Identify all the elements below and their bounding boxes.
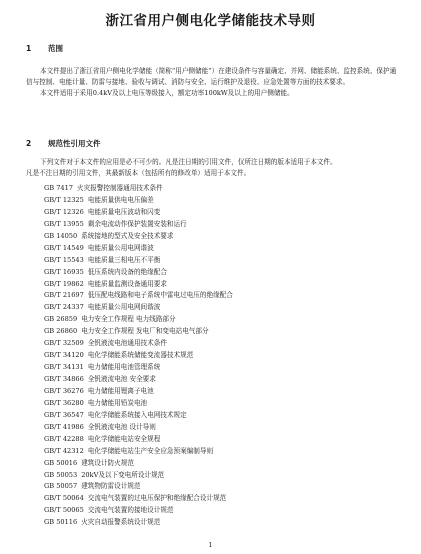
reference-title: 建筑物防雷设计规范 <box>81 482 141 491</box>
reference-title: 系统接地的型式及安全技术要求 <box>81 231 174 240</box>
reference-code: GB/T 12325 <box>44 195 84 204</box>
reference-item <box>44 505 404 517</box>
reference-code: GB/T 19862 <box>44 279 84 288</box>
reference-code: GB/T 24337 <box>44 303 84 312</box>
reference-item <box>44 231 404 243</box>
reference-item <box>44 243 404 255</box>
reference-code: GB/T 42288 <box>44 434 84 443</box>
reference-item <box>44 219 404 231</box>
section-1-heading <box>26 43 63 54</box>
reference-code: GB 26860 <box>44 327 78 336</box>
reference-title: 全钒液流电池 设计导则 <box>87 422 156 431</box>
reference-item <box>44 434 404 446</box>
reference-code: GB 14050 <box>44 231 78 240</box>
reference-title: 电能质量公用电网间谐波 <box>87 303 161 312</box>
reference-title: 低压配电线路和电子系统中雷电过电压的绝缘配合 <box>87 291 233 300</box>
scope-applicability-paragraph: 本文件适用于采用0.4kV及以上电压等级接入，额定功率100kW及以上的用户侧储能。 <box>40 89 294 98</box>
reference-code: GB/T 13955 <box>44 219 84 228</box>
reference-code: GB/T 50065 <box>44 506 84 515</box>
reference-item <box>44 207 404 219</box>
reference-title: 电能质量监测设备通用要求 <box>87 279 167 288</box>
normative-references-list <box>44 183 404 529</box>
reference-title: 全钒液流电池通用技术条件 <box>87 339 167 348</box>
reference-title: 电能质量供电电压偏差 <box>87 195 154 204</box>
references-intro-continuation: 凡是不注日期的引用文件，其最新版本（包括所有的修改单）适用于本文件。 <box>26 169 251 178</box>
reference-title: 电力储能用电池管理系统 <box>87 363 161 372</box>
reference-code: GB 50116 <box>44 518 78 527</box>
reference-title: 交流电气装置的过电压保护和绝缘配合设计规范 <box>87 494 227 503</box>
reference-item <box>44 481 404 493</box>
reference-title: 交流电气装置的接地设计规范 <box>87 506 174 515</box>
reference-code: GB/T 50064 <box>44 494 84 503</box>
reference-code: GB 50057 <box>44 482 78 491</box>
reference-item <box>44 195 404 207</box>
reference-item <box>44 398 404 410</box>
reference-title: 电能质量三相电压不平衡 <box>87 255 161 264</box>
section-2-number: 2 <box>26 139 32 148</box>
reference-item <box>44 302 404 314</box>
reference-title: 剩余电流动作保护装置安装和运行 <box>87 219 187 228</box>
reference-title: 电力安全工作规程 电力线路部分 <box>81 315 176 324</box>
reference-title: 20kV及以下变电所设计规范 <box>81 470 165 479</box>
reference-code: GB/T 14549 <box>44 243 84 252</box>
reference-title: 低压系统内设备的绝缘配合 <box>87 267 167 276</box>
reference-item <box>44 458 404 470</box>
reference-item <box>44 410 404 422</box>
reference-item <box>44 362 404 374</box>
reference-item <box>44 374 404 386</box>
reference-code: GB/T 21697 <box>44 291 84 300</box>
reference-code: GB/T 42312 <box>44 446 84 455</box>
reference-code: GB/T 34866 <box>44 375 84 383</box>
reference-title: 全钒液流电池 安全要求 <box>87 375 156 383</box>
reference-code: GB/T 32509 <box>44 339 84 348</box>
reference-title: 火灾自动报警系统设计规范 <box>81 518 161 527</box>
reference-title: 建筑设计防火规范 <box>81 458 134 467</box>
reference-item <box>44 350 404 362</box>
reference-title: 电力安全工作规程 发电厂和变电站电气部分 <box>81 327 209 336</box>
section-1-title: 范围 <box>48 44 63 53</box>
reference-code: GB/T 34120 <box>44 351 84 360</box>
reference-item <box>44 493 404 505</box>
reference-code: GB/T 36280 <box>44 398 84 407</box>
reference-item <box>44 183 404 195</box>
reference-code: GB/T 36276 <box>44 386 84 395</box>
reference-item <box>44 446 404 458</box>
reference-item <box>44 290 404 302</box>
page-number: 1 <box>208 541 213 549</box>
reference-title: 电能质量电压波动和闪变 <box>87 207 161 216</box>
document-title: 浙江省用户侧电化学储能技术导则 <box>105 13 316 29</box>
reference-title: 电化学储能电站安全规程 <box>87 434 161 443</box>
reference-code: GB/T 15543 <box>44 255 84 264</box>
reference-code: GB/T 36547 <box>44 410 84 419</box>
reference-title: 火灾报警控制器通用技术条件 <box>77 184 163 192</box>
reference-title: 电化学储能系统接入电网技术规定 <box>87 410 187 419</box>
reference-code: GB/T 41986 <box>44 422 84 431</box>
section-1-number: 1 <box>26 44 32 53</box>
reference-code: GB 50016 <box>44 458 78 467</box>
section-1-body <box>26 66 398 100</box>
reference-code: GB 7417 <box>44 184 73 192</box>
section-2-intro <box>26 157 398 179</box>
reference-item <box>44 470 404 482</box>
reference-title: 电化学储能系统储能变流器技术规范 <box>87 351 194 360</box>
reference-title: 电化学储能电站生产安全应急预案编制导则 <box>87 446 214 455</box>
reference-code: GB/T 12326 <box>44 207 84 216</box>
reference-item <box>44 326 404 338</box>
reference-item <box>44 517 404 529</box>
reference-title: 电力储能用锂离子电池 <box>87 386 154 395</box>
section-2-title: 规范性引用文件 <box>48 139 101 148</box>
reference-item <box>44 386 404 398</box>
reference-item <box>44 255 404 267</box>
reference-item <box>44 314 404 326</box>
reference-code: GB/T 34131 <box>44 363 84 372</box>
reference-title: 电能质量公用电网谐波 <box>87 243 154 252</box>
references-intro-line: 下列文件对于本文件的应用是必不可少的。凡是注日期的引用文件，仅所注日期的版本适用于本文件。 <box>40 158 337 166</box>
reference-item <box>44 279 404 291</box>
scope-paragraph: 本文件提出了浙江省用户侧电化学储能（简称“用户侧储能”）在建设条件与容量确定、并网、储能系统、监控系统、保护通信与控制、电能计量、防雷与接地、验收与调试、消防与安全、运行维护及退役、应急处置等方面的技术要求。 <box>26 67 397 87</box>
reference-item <box>44 422 404 434</box>
reference-code: GB 26859 <box>44 315 78 324</box>
section-2-heading <box>26 138 101 149</box>
reference-title: 电力储能用铅炭电池 <box>87 398 148 407</box>
reference-item <box>44 267 404 279</box>
reference-code: GB/T 16935 <box>44 267 84 276</box>
reference-item <box>44 338 404 350</box>
reference-code: GB 50053 <box>44 470 78 479</box>
